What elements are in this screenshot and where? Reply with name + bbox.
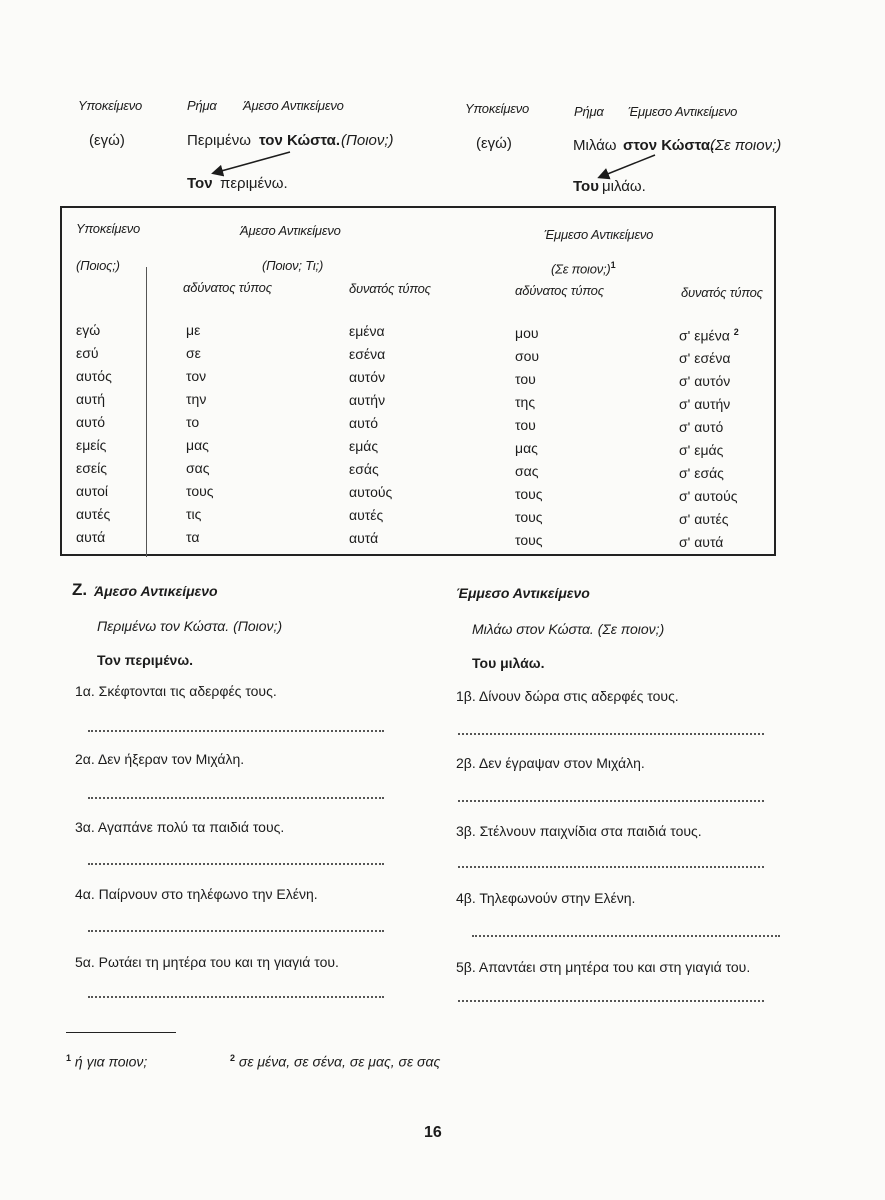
cell-direct-strong: εσάς — [349, 461, 379, 477]
exercise-right-answer: Του μιλάω. — [472, 655, 545, 671]
cell-direct-weak: τον — [186, 368, 207, 384]
table-header-subject-question: (Ποιος;) — [76, 258, 120, 273]
cell-indirect-weak: σου — [515, 348, 540, 364]
pronoun-table — [60, 206, 776, 556]
subheader-weak: αδύνατος τύπος — [183, 280, 272, 295]
cell-direct-weak: την — [186, 391, 207, 407]
cell-direct-strong: αυτό — [349, 415, 379, 431]
cell-indirect-weak: σας — [515, 463, 539, 479]
cell-indirect-weak: του — [515, 417, 536, 433]
cell-indirect-strong: σ' αυτήν — [679, 396, 731, 412]
cell-direct-strong: αυτόν — [349, 369, 386, 385]
exercise-item: 1β. Δίνουν δώρα στις αδερφές τους. — [456, 688, 679, 704]
answer-line[interactable] — [458, 800, 764, 802]
header-indirect-object: Έμμεσο Αντικείμενο — [628, 104, 738, 119]
exercise-item: 5α. Ρωτάει τη μητέρα του και τη γιαγιά του. — [75, 954, 339, 970]
header-subject: Υποκείμενο — [78, 98, 143, 113]
header-subject: Υποκείμενο — [465, 101, 530, 116]
cell-indirect-strong: σ' αυτό — [679, 419, 724, 435]
answer-line[interactable] — [458, 733, 764, 735]
cell-direct-strong: αυτήν — [349, 392, 386, 408]
cell-direct-strong: αυτούς — [349, 484, 393, 500]
exercise-right-example: Μιλάω στον Κώστα. (Σε ποιον;) — [472, 621, 665, 637]
example-question: (Ποιον;) — [341, 132, 394, 149]
table-header-direct-question: (Ποιον; Τι;) — [262, 258, 324, 273]
subheader-weak-indirect: αδύνατος τύπος — [515, 283, 604, 298]
cell-indirect-weak: μας — [515, 440, 538, 456]
cell-subject: εγώ — [76, 322, 101, 338]
footnote-1: $^1$ ή για ποιον; — [66, 1053, 148, 1070]
answer-line[interactable] — [88, 797, 384, 799]
exercise-item: 2α. Δεν ήξεραν τον Μιχάλη. — [75, 751, 245, 767]
example-object: στον Κώστα. — [623, 137, 715, 154]
cell-subject: εμείς — [76, 437, 107, 453]
cell-subject: εσείς — [76, 460, 107, 476]
example-verb: Περιμένω — [187, 132, 251, 149]
cell-indirect-strong: σ' εμένα $^2$ — [679, 327, 739, 344]
cell-direct-weak: τις — [186, 506, 202, 522]
cell-subject: αυτό — [76, 414, 106, 430]
exercise-item: 4β. Τηλεφωνούν στην Ελένη. — [456, 890, 636, 906]
cell-indirect-weak: μου — [515, 325, 539, 341]
table-header-indirect: Έμμεσο Αντικείμενο — [544, 227, 654, 242]
result-pronoun: Του — [573, 178, 599, 195]
cell-indirect-weak: του — [515, 371, 536, 387]
cell-direct-strong: εμάς — [349, 438, 379, 454]
cell-direct-strong: αυτά — [349, 530, 379, 546]
answer-line[interactable] — [88, 730, 384, 732]
answer-line[interactable] — [458, 1000, 764, 1002]
exercise-left-title: Άμεσο Αντικείμενο — [94, 583, 218, 599]
cell-indirect-strong: σ' αυτά — [679, 534, 724, 550]
cell-direct-weak: σας — [186, 460, 210, 476]
exercise-letter: Ζ. — [72, 580, 88, 599]
footnote-2: $^2$ σε μένα, σε σένα, σε μας, σε σας — [230, 1053, 441, 1070]
answer-line[interactable] — [88, 930, 384, 932]
example-subject: (εγώ) — [476, 135, 512, 152]
exercise-item: 3α. Αγαπάνε πολύ τα παιδιά τους. — [75, 819, 285, 835]
cell-indirect-strong: σ' εσένα — [679, 350, 731, 366]
answer-line[interactable] — [472, 935, 780, 937]
arrow-right — [600, 155, 655, 177]
exercise-item: 3β. Στέλνουν παιχνίδια στα παιδιά τους. — [456, 823, 702, 839]
subheader-strong: δυνατός τύπος — [349, 281, 431, 296]
cell-indirect-strong: σ' αυτούς — [679, 488, 738, 504]
cell-direct-strong: αυτές — [349, 507, 384, 523]
example-question: (Σε ποιον;) — [710, 137, 782, 154]
cell-indirect-strong: σ' εμάς — [679, 442, 724, 458]
exercise-item: 2β. Δεν έγραψαν στον Μιχάλη. — [456, 755, 645, 771]
answer-line[interactable] — [88, 996, 384, 998]
cell-direct-weak: τα — [186, 529, 200, 545]
subheader-strong-indirect: δυνατός τύπος — [681, 285, 763, 300]
cell-indirect-strong: σ' εσάς — [679, 465, 724, 481]
table-header-direct: Άμεσο Αντικείμενο — [240, 223, 341, 238]
result-verb: περιμένω. — [220, 175, 288, 192]
exercise-item: 5β. Απαντάει στη μητέρα του και στη γιαγιά του. — [456, 959, 751, 975]
cell-direct-weak: μας — [186, 437, 209, 453]
cell-indirect-weak: τους — [515, 509, 543, 525]
table-divider — [146, 267, 147, 557]
exercise-right-title: Έμμεσο Αντικείμενο — [456, 585, 590, 601]
cell-direct-weak: το — [186, 414, 200, 430]
cell-indirect-weak: τους — [515, 486, 543, 502]
header-direct-object: Άμεσο Αντικείμενο — [243, 98, 344, 113]
example-subject: (εγώ) — [89, 132, 125, 149]
cell-subject: αυτά — [76, 529, 106, 545]
cell-subject: αυτές — [76, 506, 111, 522]
cell-indirect-strong: σ' αυτόν — [679, 373, 731, 389]
result-pronoun: Τον — [187, 175, 213, 192]
cell-indirect-strong: σ' αυτές — [679, 511, 729, 527]
header-verb: Ρήμα — [574, 104, 604, 119]
cell-direct-weak: σε — [186, 345, 201, 361]
cell-indirect-weak: τους — [515, 532, 543, 548]
page-number: 16 — [424, 1124, 442, 1141]
table-header-indirect-question: (Σε ποιον;)$^1$ — [551, 260, 616, 277]
header-verb: Ρήμα — [187, 98, 217, 113]
cell-indirect-weak: της — [515, 394, 536, 410]
cell-direct-weak: με — [186, 322, 201, 338]
table-header-subject: Υποκείμενο — [76, 221, 141, 236]
cell-subject: εσύ — [76, 345, 99, 361]
footnote-rule — [66, 1032, 176, 1033]
arrow-left — [214, 152, 290, 173]
exercise-left-example: Περιμένω τον Κώστα. (Ποιον;) — [97, 618, 283, 634]
exercise-item: 1α. Σκέφτονται τις αδερφές τους. — [75, 683, 277, 699]
cell-subject: αυτή — [76, 391, 106, 407]
answer-line[interactable] — [458, 866, 764, 868]
cell-direct-strong: εσένα — [349, 346, 386, 362]
example-object: τον Κώστα. — [259, 132, 341, 149]
cell-direct-weak: τους — [186, 483, 214, 499]
cell-direct-strong: εμένα — [349, 323, 385, 339]
cell-subject: αυτοί — [76, 483, 108, 499]
example-verb: Μιλάω — [573, 137, 617, 154]
answer-line[interactable] — [88, 863, 384, 865]
exercise-left-answer: Τον περιμένω. — [97, 652, 194, 668]
cell-subject: αυτός — [76, 368, 112, 384]
result-verb: μιλάω. — [602, 178, 646, 195]
exercise-item: 4α. Παίρνουν στο τηλέφωνο την Ελένη. — [75, 886, 318, 902]
